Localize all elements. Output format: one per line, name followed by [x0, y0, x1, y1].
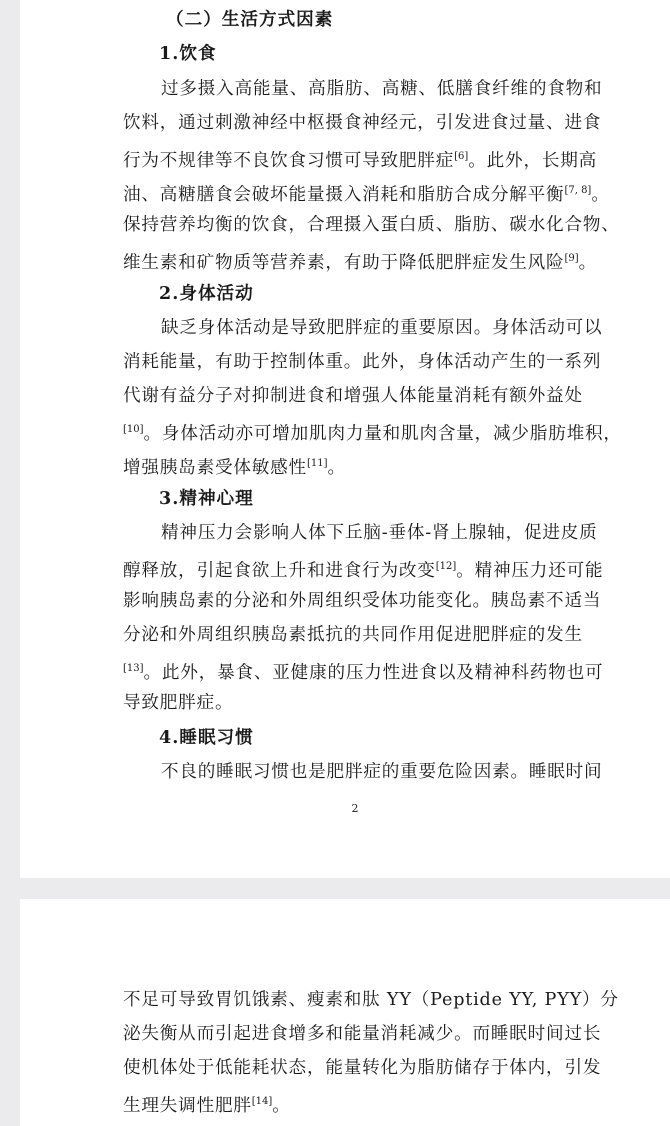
document-page-2 — [20, 899, 670, 1126]
paragraph-line: 维生素和矿物质等营养素，有助于降低肥胖症发生风险[9]。 — [123, 253, 598, 273]
subsection-heading-diet: 1.饮食 — [159, 43, 217, 64]
paragraph-line: 不足可导致胃饥饿素、瘦素和肽 YY（Peptide YY, PYY）分 — [123, 990, 619, 1010]
citation: [10] — [123, 424, 144, 435]
citation: [9] — [564, 253, 579, 264]
page-number: 2 — [351, 802, 359, 815]
paragraph-line: 油、高糖膳食会破坏能量摄入消耗和脂肪合成分解平衡[7, 8]。 — [123, 185, 610, 205]
paragraph-line: [10]。身体活动亦可增加肌肉力量和肌肉含量，减少脂肪堆积， — [123, 424, 622, 444]
paragraph-line: 缺乏身体活动是导致肥胖症的重要原因。身体活动可以 — [161, 318, 603, 338]
document-page-1 — [20, 0, 670, 878]
paragraph-line: 消耗能量，有助于控制体重。此外，身体活动产生的一系列 — [123, 352, 602, 372]
paragraph-line: 使机体处于低能耗状态，能量转化为脂肪储存于体内，引发 — [123, 1058, 602, 1078]
paragraph-line: 保持营养均衡的饮食，合理摄入蛋白质、脂肪、碳水化合物、 — [123, 215, 620, 235]
paragraph-line: 分泌和外周组织胰岛素抵抗的共同作用促进肥胖症的发生 — [123, 625, 583, 645]
paragraph-line: 不良的睡眠习惯也是肥胖症的重要危险因素。睡眠时间 — [161, 762, 603, 782]
paragraph-line: 饮料，通过刺激神经中枢摄食神经元，引发进食过量、进食 — [123, 113, 602, 133]
citation: [12] — [435, 561, 457, 572]
paragraph-line: 精神压力会影响人体下丘脑-垂体-肾上腺轴，促进皮质 — [161, 523, 598, 543]
paragraph-line: 导致肥胖症。 — [123, 693, 234, 713]
subsection-heading-mental: 3.精神心理 — [159, 488, 254, 509]
paragraph-line: 生理失调性肥胖[14]。 — [123, 1096, 291, 1116]
citation: [6] — [454, 151, 469, 162]
subsection-heading-physical-activity: 2.身体活动 — [159, 283, 254, 304]
paragraph-line: 醇释放，引起食欲上升和进食行为改变[12]。精神压力还可能 — [123, 561, 604, 581]
paragraph-line: 泌失衡从而引起进食增多和能量消耗减少。而睡眠时间过长 — [123, 1024, 602, 1044]
paragraph-line: 影响胰岛素的分泌和外周组织受体功能变化。胰岛素不适当 — [123, 591, 602, 611]
section-heading: （二）生活方式因素 — [166, 9, 334, 30]
citation: [13] — [123, 663, 144, 674]
citation: [14] — [251, 1096, 273, 1107]
citation: [11] — [306, 458, 328, 469]
paragraph-line: 过多摄入高能量、高脂肪、高糖、低膳食纤维的食物和 — [161, 79, 603, 99]
paragraph-line: [13]。此外，暴食、亚健康的压力性进食以及精神科药物也可 — [123, 663, 604, 683]
paragraph-line: 增强胰岛素受体敏感性[11]。 — [123, 458, 346, 478]
citation: [7, 8] — [564, 185, 592, 196]
subsection-heading-sleep: 4.睡眠习惯 — [159, 727, 254, 748]
paragraph-line: 代谢有益分子对抑制进食和增强人体能量消耗有额外益处 — [123, 386, 583, 406]
paragraph-line: 行为不规律等不良饮食习惯可导致肥胖症[6]。此外，长期高 — [123, 151, 598, 171]
